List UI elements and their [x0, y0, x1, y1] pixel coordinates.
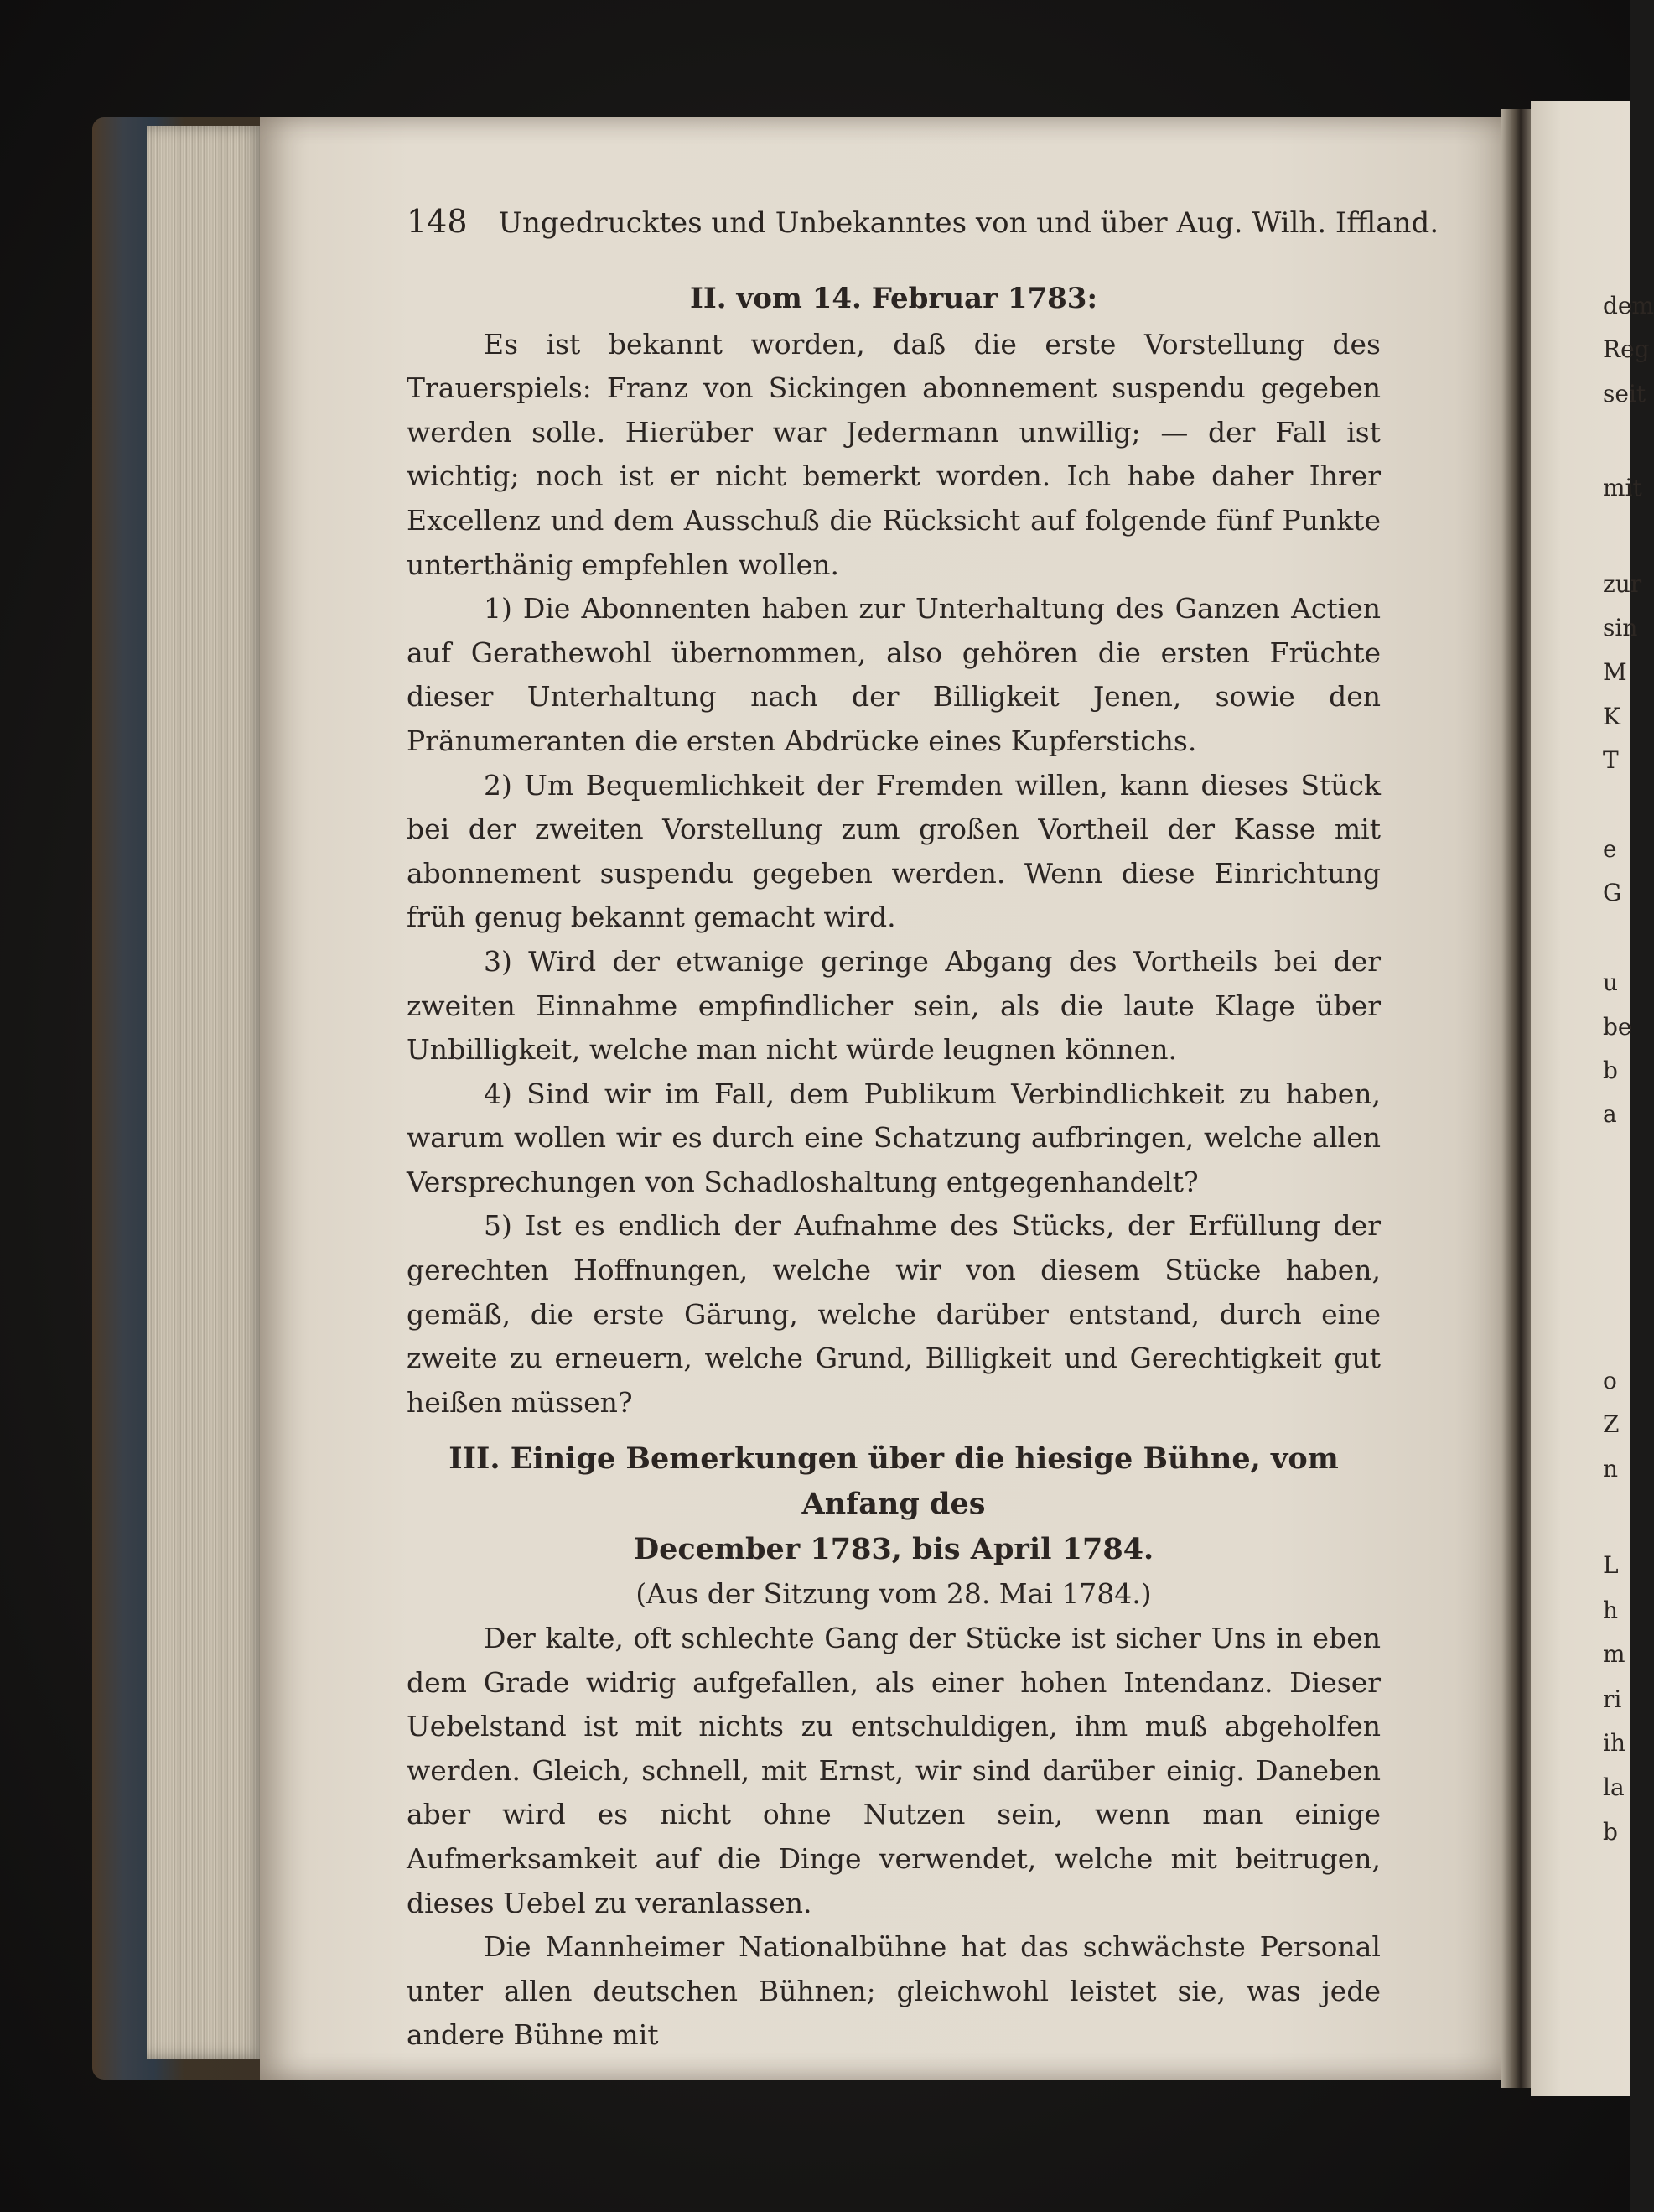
next-page-fragment: Reg	[1603, 335, 1650, 363]
page-edges	[147, 126, 264, 2059]
next-page-fragment: K	[1603, 703, 1620, 730]
section-ii-intro: Es ist bekannt worden, daß die erste Vorstellung des Trauerspiels: Franz von Sickingen abonnement suspendu gegeben werden solle. Hierüber war Jedermann unwillig; — der Fall ist wichtig; noch ist er nicht bemerkt worden. Ich habe daher Ihrer Excellenz und dem Ausschuß die Rücksicht auf folgende fünf Punkte unterthänig empfehlen wollen.	[407, 327, 1381, 581]
next-page-fragment: Z	[1603, 1410, 1620, 1438]
next-page-fragment: be	[1603, 1013, 1632, 1041]
next-page-fragment: sin	[1603, 614, 1638, 641]
next-page-fragment: ri	[1603, 1685, 1622, 1713]
next-page-fragment: b	[1603, 1818, 1618, 1846]
next-page-fragment: u	[1603, 968, 1619, 996]
next-page-fragment: o	[1603, 1367, 1617, 1394]
next-page-fragment: mit	[1603, 474, 1642, 501]
point-1: 1) Die Abonnenten haben zur Unterhaltung des Ganzen Actien auf Gerathewohl übernommen, also gehören die ersten Früchte dieser Unterhaltung nach der Billigkeit Jenen, sowie den Pränumeranten die ersten Abdrücke eines Kupferstichs.	[407, 592, 1381, 757]
next-page-fragment: M	[1603, 658, 1627, 686]
page-number: 148	[407, 203, 468, 240]
next-page-fragment: seit	[1603, 380, 1646, 408]
book-gutter	[1501, 109, 1534, 2088]
page-body	[407, 277, 1381, 2058]
next-page-fragment: dem	[1603, 292, 1654, 319]
section-iii-para-2: Die Mannheimer Nationalbühne hat das schwächste Personal unter allen deutschen Bühnen; gleichwohl leistet sie, was jede andere Bühne mit	[407, 1930, 1381, 2052]
right-page-edge	[1531, 101, 1654, 2096]
next-page-fragment: b	[1603, 1057, 1618, 1084]
point-5: 5) Ist es endlich der Aufnahme des Stücks, der Erfüllung der gerechten Hoffnungen, welche wir von diesem Stücke haben, gemäß, die erste Gärung, welche darüber entstand, durch eine zweite zu erneuern, welche Grund, Billigkeit und Gerechtigkeit gut heißen müssen?	[407, 1209, 1381, 1419]
next-page-fragment: a	[1603, 1100, 1617, 1128]
next-page-fragment: L	[1603, 1551, 1619, 1579]
section-heading-iii	[407, 1436, 1381, 1572]
point-2: 2) Um Bequemlichkeit der Fremden willen, kann dieses Stück bei der zweiten Vorstellung zum großen Vortheil der Kasse mit abonnement suspendu gegeben werden. Wenn diese Einrichtung früh genug bekannt gemacht wird.	[407, 768, 1381, 934]
section-heading-iii-line1: III. Einige Bemerkungen über die hiesige Bühne, vom Anfang des	[448, 1441, 1339, 1522]
next-page-fragment: ih	[1603, 1729, 1625, 1757]
next-page-fragment: la	[1603, 1773, 1625, 1801]
next-page-fragment: G	[1603, 879, 1622, 906]
source-note: (Aus der Sitzung vom 28. Mai 1784.)	[635, 1577, 1152, 1611]
next-page-fragment: h	[1603, 1597, 1619, 1624]
section-heading-iii-line2: December 1783, bis April 1784.	[633, 1532, 1154, 1567]
next-page-fragment: T	[1603, 746, 1619, 774]
point-4: 4) Sind wir im Fall, dem Publikum Verbindlichkeit zu haben, warum wollen wir es durch eine Schatzung aufbringen, welche allen Versprechungen von Schadloshaltung entgegenhandelt?	[407, 1077, 1381, 1198]
point-3: 3) Wird der etwanige geringe Abgang des Vortheils bei der zweiten Einnahme empfindlicher sein, als die laute Klage über Unbilligkeit, welche man nicht würde leugnen können.	[407, 944, 1381, 1067]
next-page-fragment: e	[1603, 835, 1617, 863]
running-title: Ungedrucktes und Unbekanntes von und über Aug. Wilh. Iffland.	[498, 206, 1439, 240]
running-header	[407, 203, 1439, 240]
section-heading-ii: II. vom 14. Februar 1783:	[690, 282, 1097, 315]
next-page-fragment: m	[1603, 1640, 1625, 1668]
section-iii-para-1: Der kalte, oft schlechte Gang der Stücke ist sicher Uns in eben dem Grade widrig aufgefallen, als einer hohen Intendanz. Dieser Uebelstand ist mit nichts zu entschuldigen, ihm muß abgeholfen werden. Gleich, schnell, mit Ernst, wir sind darüber einig. Daneben aber wird es nicht ohne Nutzen sein, wenn man einige Aufmerksamkeit auf die Dinge verwendet, welche mit beitrugen, dieses Uebel zu veranlassen.	[407, 1622, 1381, 1919]
next-page-fragment: zur	[1603, 570, 1642, 598]
next-page-fragment: n	[1603, 1455, 1619, 1482]
